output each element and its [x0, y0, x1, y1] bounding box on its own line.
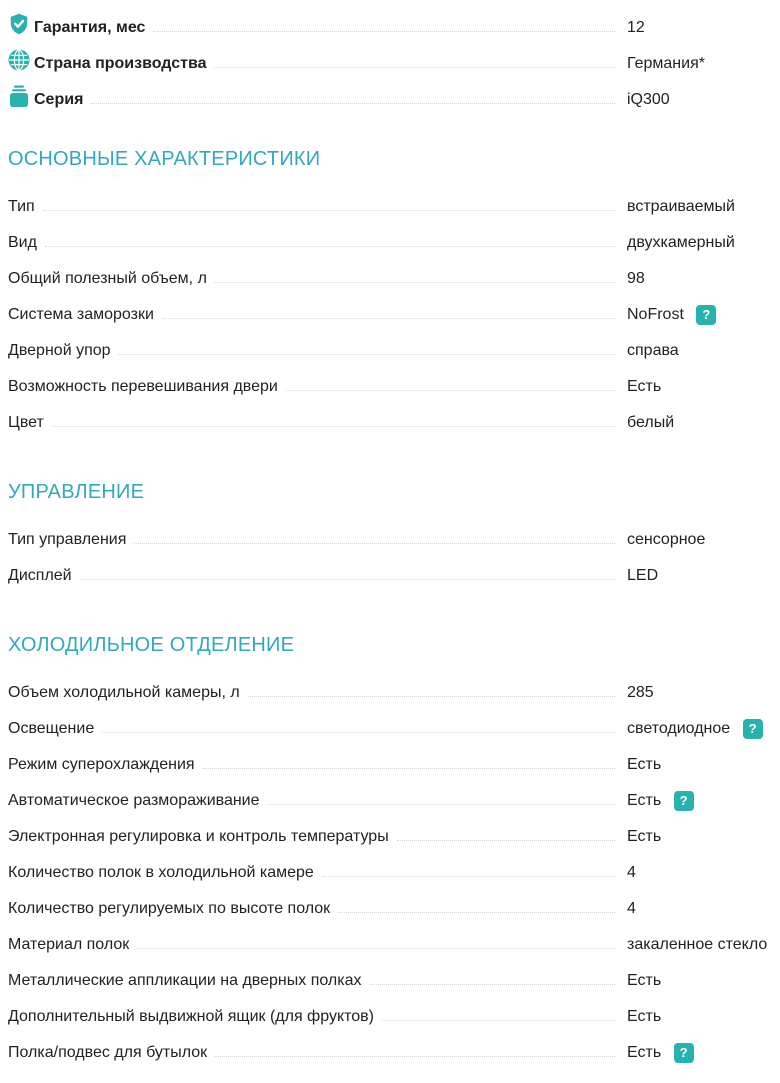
spec-value	[627, 827, 772, 847]
spec-row	[8, 269, 772, 305]
spec-label: Тип	[8, 198, 35, 215]
spec-label: Общий полезный объем, л	[8, 270, 207, 287]
spec-value	[627, 719, 772, 739]
dotted-leader	[52, 426, 615, 427]
dotted-leader	[153, 31, 615, 32]
shield-check-icon	[8, 12, 30, 36]
help-icon[interactable]: ?	[696, 305, 716, 325]
dotted-leader	[286, 390, 615, 391]
dotted-leader	[382, 1020, 615, 1021]
dotted-leader	[134, 543, 615, 544]
spec-value	[627, 90, 772, 110]
spec-label: Материал полок	[8, 936, 130, 953]
spec-value-text: закаленное стекло	[627, 936, 768, 953]
spec-value-text: Есть	[627, 828, 662, 845]
dotted-leader	[248, 696, 615, 697]
spec-row	[8, 971, 772, 1007]
spec-value-text: сенсорное	[627, 531, 706, 548]
section-title: ХОЛОДИЛЬНОЕ ОТДЕЛЕНИЕ	[8, 634, 295, 656]
spec-row	[8, 341, 772, 377]
globe-icon	[8, 48, 30, 72]
spec-value-text: 4	[627, 900, 636, 917]
spec-row	[8, 863, 772, 899]
spec-value-text: встраиваемый	[627, 198, 735, 215]
section-title: ОСНОВНЫЕ ХАРАКТЕРИСТИКИ	[8, 148, 321, 170]
spec-label: Дисплей	[8, 567, 72, 584]
dotted-leader	[203, 768, 615, 769]
spec-label: Страна производства	[34, 55, 207, 72]
spec-label: Гарантия, мес	[34, 19, 146, 36]
spec-label: Объем холодильной камеры, л	[8, 684, 240, 701]
spec-value	[627, 1007, 772, 1027]
spec-row	[8, 899, 772, 935]
spec-value	[627, 755, 772, 775]
spec-value	[627, 530, 772, 550]
dotted-leader	[102, 732, 615, 733]
spec-value	[627, 341, 772, 361]
help-icon[interactable]: ?	[674, 1043, 694, 1063]
spec-row	[8, 755, 772, 791]
spec-value-text: Есть	[627, 756, 662, 773]
spec-value-text: Есть	[627, 378, 662, 395]
dotted-leader	[45, 246, 615, 247]
spec-value-text: двухкамерный	[627, 234, 735, 251]
spec-value	[627, 269, 772, 289]
spec-label: Система заморозки	[8, 306, 154, 324]
dotted-leader	[80, 579, 615, 580]
spec-label: Автоматическое размораживание	[8, 792, 260, 810]
spec-label: Освещение	[8, 720, 95, 738]
spec-value	[627, 413, 772, 433]
dotted-leader	[137, 948, 615, 949]
spec-value-text: Есть	[627, 1044, 662, 1062]
dotted-leader	[338, 912, 615, 913]
spec-value	[627, 305, 772, 325]
spec-label: Серия	[34, 91, 84, 108]
dotted-leader	[370, 984, 616, 985]
spec-value-text: iQ300	[627, 91, 670, 108]
spec-value-text: NoFrost	[627, 306, 684, 324]
dotted-leader	[215, 1056, 615, 1057]
spec-row	[8, 1007, 772, 1043]
spec-value	[627, 377, 772, 397]
dotted-leader	[119, 354, 615, 355]
section-title: УПРАВЛЕНИЕ	[8, 481, 145, 503]
spec-section	[8, 633, 772, 1079]
dotted-leader	[214, 67, 615, 68]
spec-row	[8, 197, 772, 233]
spec-row	[8, 305, 772, 341]
spec-label: Цвет	[8, 414, 44, 431]
spec-row	[8, 413, 772, 449]
spec-row	[8, 935, 772, 971]
highlight-specs	[8, 8, 772, 116]
spec-value	[627, 791, 772, 811]
spec-value-text: светодиодное	[627, 720, 731, 738]
spec-label: Металлические аппликации на дверных полках	[8, 972, 362, 989]
spec-value	[627, 971, 772, 991]
spec-row	[8, 719, 772, 755]
spec-row	[8, 566, 772, 602]
spec-row	[8, 80, 772, 116]
spec-label: Режим суперохлаждения	[8, 756, 195, 773]
spec-label: Возможность перевешивания двери	[8, 378, 278, 395]
dotted-leader	[43, 210, 615, 211]
spec-value-text: Германия*	[627, 55, 705, 72]
spec-label: Вид	[8, 234, 37, 251]
spec-label: Тип управления	[8, 531, 127, 548]
spec-label: Количество регулируемых по высоте полок	[8, 900, 331, 917]
spec-value-text: 12	[627, 19, 645, 36]
spec-label: Дверной упор	[8, 342, 111, 359]
help-icon[interactable]: ?	[674, 791, 694, 811]
spec-value-text: белый	[627, 414, 675, 431]
help-icon[interactable]: ?	[743, 719, 763, 739]
dotted-leader	[91, 103, 615, 104]
spec-sections	[8, 147, 772, 1079]
spec-label: Полка/подвес для бутылок	[8, 1044, 208, 1062]
dotted-leader	[268, 804, 615, 805]
spec-label: Дополнительный выдвижной ящик (для фруктов)	[8, 1008, 374, 1025]
spec-value	[627, 197, 772, 217]
spec-value	[627, 566, 772, 586]
spec-value	[627, 1043, 772, 1063]
dotted-leader	[215, 282, 615, 283]
spec-value	[627, 233, 772, 253]
spec-value	[627, 863, 772, 883]
spec-section	[8, 480, 772, 602]
series-box-icon	[8, 84, 30, 108]
spec-row	[8, 791, 772, 827]
spec-value-text: Есть	[627, 972, 662, 989]
spec-value-text: 98	[627, 270, 645, 287]
spec-label: Электронная регулировка и контроль температуры	[8, 828, 389, 845]
spec-row	[8, 233, 772, 269]
spec-value	[627, 899, 772, 919]
dotted-leader	[397, 840, 615, 841]
spec-section	[8, 147, 772, 449]
spec-value	[627, 54, 772, 74]
spec-value-text: 4	[627, 864, 636, 881]
spec-label: Количество полок в холодильной камере	[8, 864, 314, 881]
spec-row	[8, 683, 772, 719]
spec-row	[8, 377, 772, 413]
spec-value	[627, 18, 772, 38]
dotted-leader	[162, 318, 615, 319]
spec-value-text: 285	[627, 684, 654, 701]
spec-row	[8, 44, 772, 80]
spec-value-text: Есть	[627, 792, 662, 810]
spec-value-text: LED	[627, 567, 659, 584]
dotted-leader	[322, 876, 615, 877]
spec-row	[8, 827, 772, 863]
spec-value	[627, 935, 772, 955]
spec-value	[627, 683, 772, 703]
spec-value-text: справа	[627, 342, 679, 359]
spec-row	[8, 530, 772, 566]
spec-row	[8, 1043, 772, 1079]
spec-value-text: Есть	[627, 1008, 662, 1025]
spec-row	[8, 8, 772, 44]
